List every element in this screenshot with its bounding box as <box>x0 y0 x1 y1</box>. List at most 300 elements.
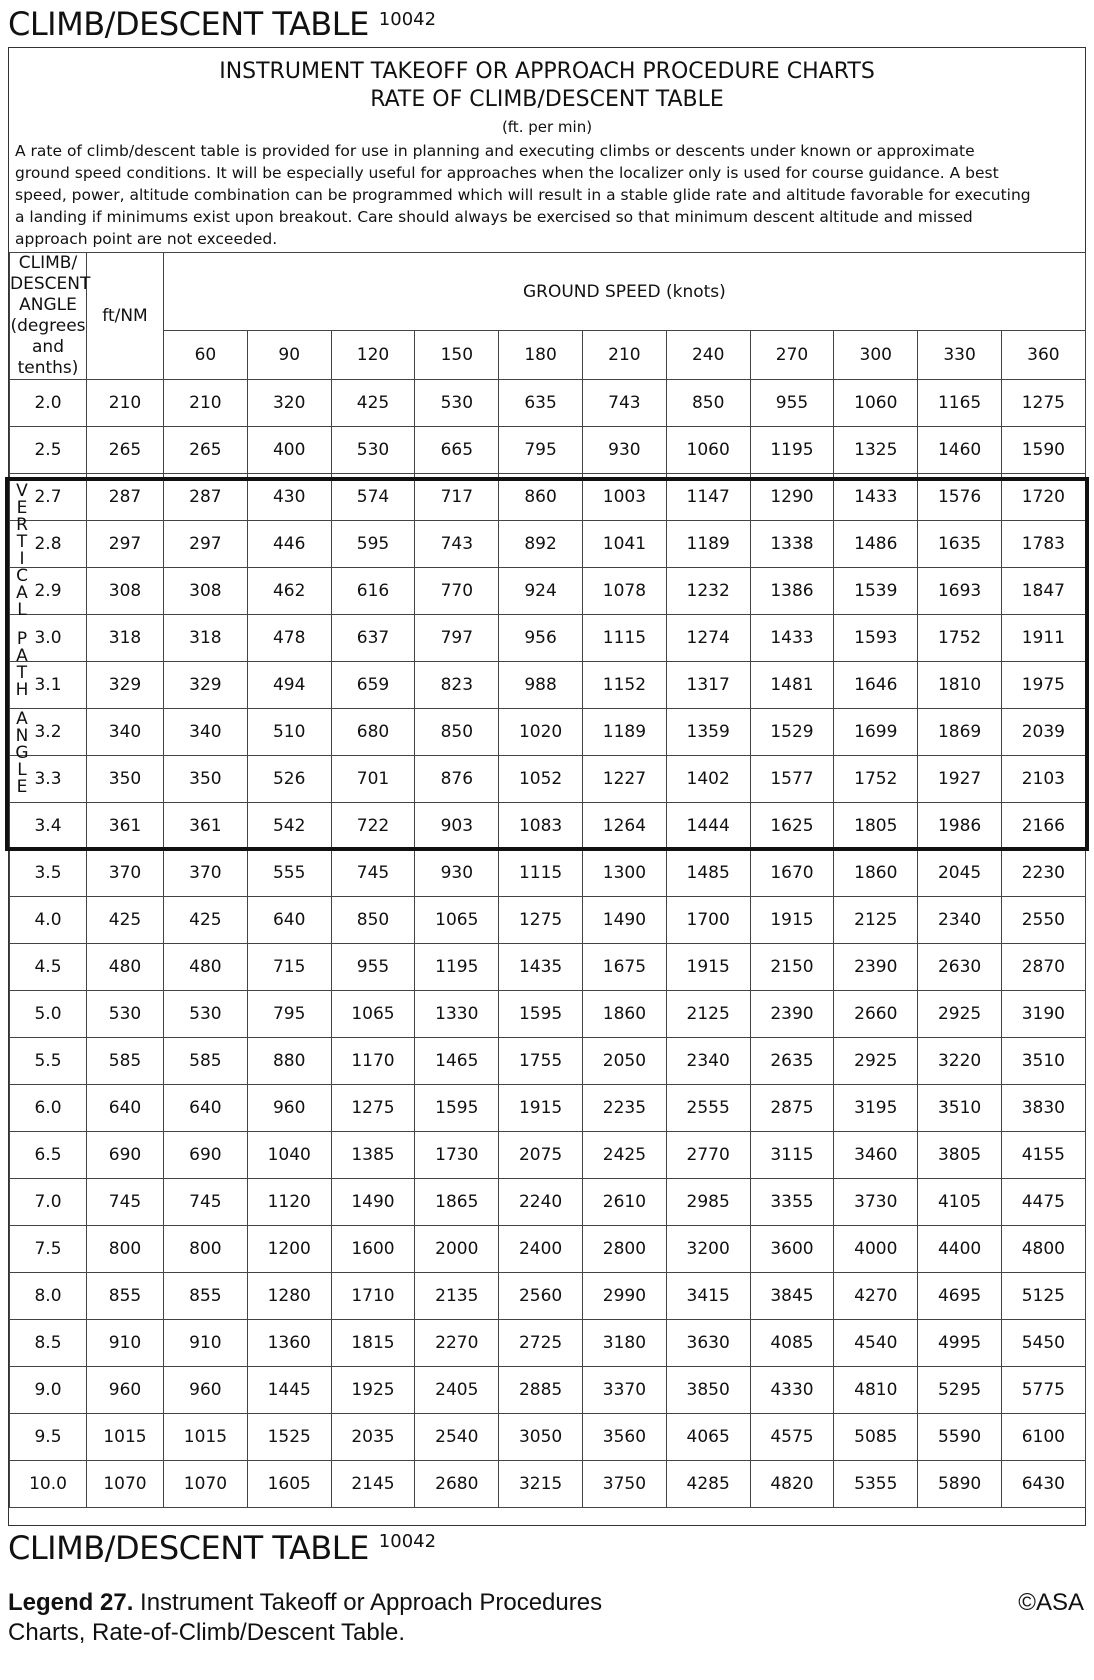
rate-cell: 1070 <box>164 1461 248 1508</box>
rate-cell: 3560 <box>582 1414 666 1461</box>
vpa-letter: T <box>16 532 28 552</box>
speed-header-cell: 210 <box>582 331 666 380</box>
rate-cell: 1280 <box>247 1273 331 1320</box>
rate-cell: 1635 <box>918 521 1002 568</box>
rate-cell: 2135 <box>415 1273 499 1320</box>
vpa-letter: G <box>15 743 29 763</box>
rate-cell: 4540 <box>834 1320 918 1367</box>
bottom-heading <box>8 1522 436 1566</box>
rate-cell: 1752 <box>834 756 918 803</box>
rate-cell: 2150 <box>750 944 834 991</box>
rate-cell: 1359 <box>666 709 750 756</box>
rate-cell: 542 <box>247 803 331 850</box>
rate-cell: 5355 <box>834 1461 918 1508</box>
rate-cell: 2425 <box>582 1132 666 1179</box>
rate-cell: 1152 <box>582 662 666 709</box>
rate-cell: 1078 <box>582 568 666 615</box>
rate-cell: 1360 <box>247 1320 331 1367</box>
rate-cell: 1165 <box>918 380 1002 427</box>
rate-cell: 637 <box>331 615 415 662</box>
angle-cell: 3.2 <box>10 709 87 756</box>
rate-cell: 1755 <box>499 1038 583 1085</box>
ftnm-cell: 370 <box>87 850 164 897</box>
rate-cell: 574 <box>331 474 415 521</box>
vpa-letter: N <box>15 726 29 746</box>
unit-note: (ft. per min) <box>501 118 593 136</box>
rate-cell: 595 <box>331 521 415 568</box>
rate-cell: 1060 <box>834 380 918 427</box>
rate-cell: 1195 <box>750 427 834 474</box>
rate-cell: 1444 <box>666 803 750 850</box>
rate-cell: 1460 <box>918 427 1002 474</box>
rate-cell: 287 <box>164 474 248 521</box>
rate-cell: 1490 <box>331 1179 415 1226</box>
rate-cell: 956 <box>499 615 583 662</box>
chart-title-line2: RATE OF CLIMB/DESCENT TABLE <box>370 87 724 112</box>
ftnm-header: ft/NM <box>87 253 164 380</box>
angle-cell: 9.5 <box>10 1414 87 1461</box>
rate-cell: 3355 <box>750 1179 834 1226</box>
vpa-letter: A <box>16 709 28 729</box>
rate-cell: 3195 <box>834 1085 918 1132</box>
rate-cell: 5085 <box>834 1414 918 1461</box>
rate-cell: 2800 <box>582 1226 666 1273</box>
ftnm-cell: 585 <box>87 1038 164 1085</box>
figure-code: 10042 <box>378 9 437 30</box>
rate-cell: 2340 <box>666 1038 750 1085</box>
rate-cell: 4810 <box>834 1367 918 1414</box>
rate-cell: 1699 <box>834 709 918 756</box>
angle-cell: 4.5 <box>10 944 87 991</box>
rate-cell: 2660 <box>834 991 918 1038</box>
rate-cell: 665 <box>415 427 499 474</box>
rate-cell: 2925 <box>918 991 1002 1038</box>
rate-cell: 2103 <box>1001 756 1085 803</box>
rate-cell: 1865 <box>415 1179 499 1226</box>
rate-cell: 1003 <box>582 474 666 521</box>
table-row <box>10 1273 1086 1320</box>
rate-cell: 2400 <box>499 1226 583 1273</box>
rate-cell: 526 <box>247 756 331 803</box>
rate-cell: 850 <box>415 709 499 756</box>
vpa-letter: R <box>16 515 28 535</box>
ftnm-cell: 340 <box>87 709 164 756</box>
rate-cell: 1275 <box>1001 380 1085 427</box>
rate-cell: 2390 <box>834 944 918 991</box>
rate-cell: 1274 <box>666 615 750 662</box>
rate-cell: 2125 <box>834 897 918 944</box>
rate-cell: 1020 <box>499 709 583 756</box>
rate-cell: 1170 <box>331 1038 415 1085</box>
ftnm-cell: 800 <box>87 1226 164 1273</box>
speed-header-cell: 240 <box>666 331 750 380</box>
angle-cell: 5.5 <box>10 1038 87 1085</box>
angle-cell: 3.4 <box>10 803 87 850</box>
rate-cell: 2875 <box>750 1085 834 1132</box>
rate-cell: 2240 <box>499 1179 583 1226</box>
rate-cell: 510 <box>247 709 331 756</box>
rate-cell: 860 <box>499 474 583 521</box>
vpa-letter: H <box>15 680 29 700</box>
table-frame <box>8 47 1086 1526</box>
angle-cell: 2.5 <box>10 427 87 474</box>
rate-cell: 1986 <box>918 803 1002 850</box>
rate-cell: 297 <box>164 521 248 568</box>
rate-cell: 4695 <box>918 1273 1002 1320</box>
footer-title: CLIMB/DESCENT TABLE <box>8 1529 369 1567</box>
rate-cell: 1083 <box>499 803 583 850</box>
rate-cell: 960 <box>164 1367 248 1414</box>
rate-cell: 1720 <box>1001 474 1085 521</box>
rate-cell: 2235 <box>582 1085 666 1132</box>
angle-cell: 2.7 <box>10 474 87 521</box>
table-row <box>10 1085 1086 1132</box>
ftnm-cell: 640 <box>87 1085 164 1132</box>
rate-cell: 795 <box>499 427 583 474</box>
vpa-letter: E <box>16 777 28 797</box>
rate-cell: 1065 <box>331 991 415 1038</box>
copyright: ©ASA <box>1018 1589 1084 1616</box>
angle-cell: 2.9 <box>10 568 87 615</box>
rate-cell: 3830 <box>1001 1085 1085 1132</box>
rate-cell: 770 <box>415 568 499 615</box>
angle-cell: 7.5 <box>10 1226 87 1273</box>
rate-cell: 701 <box>331 756 415 803</box>
rate-cell: 530 <box>164 991 248 1038</box>
rate-cell: 2870 <box>1001 944 1085 991</box>
rate-cell: 876 <box>415 756 499 803</box>
table-row <box>10 944 1086 991</box>
angle-cell: 3.1 <box>10 662 87 709</box>
rate-cell: 2610 <box>582 1179 666 1226</box>
rate-cell: 1860 <box>582 991 666 1038</box>
rate-cell: 1700 <box>666 897 750 944</box>
rate-cell: 2990 <box>582 1273 666 1320</box>
rate-cell: 2230 <box>1001 850 1085 897</box>
vpa-letter: P <box>16 629 28 649</box>
rate-cell: 4800 <box>1001 1226 1085 1273</box>
rate-cell: 1810 <box>918 662 1002 709</box>
table-row <box>10 1461 1086 1508</box>
rate-cell: 1275 <box>499 897 583 944</box>
rate-cell: 1605 <box>247 1461 331 1508</box>
rate-cell: 1227 <box>582 756 666 803</box>
table-row <box>10 1414 1086 1461</box>
rate-cell: 1065 <box>415 897 499 944</box>
rate-cell: 1015 <box>164 1414 248 1461</box>
rate-cell: 1325 <box>834 427 918 474</box>
rate-cell: 6100 <box>1001 1414 1085 1461</box>
rate-cell: 1675 <box>582 944 666 991</box>
rate-cell: 2630 <box>918 944 1002 991</box>
rate-cell: 680 <box>331 709 415 756</box>
table-row <box>10 1367 1086 1414</box>
angle-cell: 10.0 <box>10 1461 87 1508</box>
rate-cell: 2885 <box>499 1367 583 1414</box>
table-row <box>10 803 1086 850</box>
rate-cell: 2039 <box>1001 709 1085 756</box>
rate-cell: 4065 <box>666 1414 750 1461</box>
rate-cell: 2635 <box>750 1038 834 1085</box>
angle-cell: 6.0 <box>10 1085 87 1132</box>
table-row <box>10 1320 1086 1367</box>
angle-cell: 5.0 <box>10 991 87 1038</box>
rate-cell: 4085 <box>750 1320 834 1367</box>
ftnm-cell: 210 <box>87 380 164 427</box>
rate-cell: 717 <box>415 474 499 521</box>
angle-header-line: (degrees <box>10 316 86 336</box>
rate-cell: 340 <box>164 709 248 756</box>
rate-cell: 659 <box>331 662 415 709</box>
rate-cell: 3190 <box>1001 991 1085 1038</box>
rate-cell: 1402 <box>666 756 750 803</box>
rate-cell: 1189 <box>582 709 666 756</box>
rate-cell: 795 <box>247 991 331 1038</box>
ftnm-cell: 308 <box>87 568 164 615</box>
rate-cell: 1783 <box>1001 521 1085 568</box>
table-row <box>10 1179 1086 1226</box>
rate-cell: 5775 <box>1001 1367 1085 1414</box>
rate-cell: 1730 <box>415 1132 499 1179</box>
rate-cell: 1115 <box>582 615 666 662</box>
rate-cell: 880 <box>247 1038 331 1085</box>
ftnm-cell: 530 <box>87 991 164 1038</box>
ftnm-cell: 287 <box>87 474 164 521</box>
rate-cell: 494 <box>247 662 331 709</box>
angle-header-line: CLIMB/ <box>18 253 78 273</box>
rate-cell: 1593 <box>834 615 918 662</box>
rate-cell: 1115 <box>499 850 583 897</box>
vpa-letter: A <box>16 583 28 603</box>
rate-cell: 930 <box>582 427 666 474</box>
table-row <box>10 991 1086 1038</box>
rate-cell: 1975 <box>1001 662 1085 709</box>
angle-header-line: DESCENT <box>10 274 91 294</box>
rate-cell: 4995 <box>918 1320 1002 1367</box>
legend-label: Legend 27. <box>8 1589 134 1616</box>
rate-table <box>9 252 1086 1508</box>
rate-cell: 3180 <box>582 1320 666 1367</box>
rate-cell: 4330 <box>750 1367 834 1414</box>
angle-cell: 2.8 <box>10 521 87 568</box>
rate-cell: 3460 <box>834 1132 918 1179</box>
rate-cell: 715 <box>247 944 331 991</box>
rate-cell: 2125 <box>666 991 750 1038</box>
angle-cell: 7.0 <box>10 1179 87 1226</box>
angle-cell: 8.5 <box>10 1320 87 1367</box>
speed-header-cell: 120 <box>331 331 415 380</box>
rate-cell: 3200 <box>666 1226 750 1273</box>
rate-cell: 3805 <box>918 1132 1002 1179</box>
rate-cell: 903 <box>415 803 499 850</box>
table-body <box>10 380 1086 1508</box>
rate-cell: 745 <box>164 1179 248 1226</box>
speed-header-cell: 90 <box>247 331 331 380</box>
ftnm-cell: 318 <box>87 615 164 662</box>
rate-cell: 400 <box>247 427 331 474</box>
rate-cell: 1147 <box>666 474 750 521</box>
table-row <box>10 521 1086 568</box>
rate-cell: 530 <box>331 427 415 474</box>
rate-cell: 745 <box>331 850 415 897</box>
ftnm-cell: 329 <box>87 662 164 709</box>
rate-cell: 4000 <box>834 1226 918 1273</box>
rate-cell: 855 <box>164 1273 248 1320</box>
ftnm-cell: 745 <box>87 1179 164 1226</box>
rate-cell: 1060 <box>666 427 750 474</box>
rate-cell: 5450 <box>1001 1320 1085 1367</box>
table-row <box>10 568 1086 615</box>
rate-cell: 350 <box>164 756 248 803</box>
ftnm-cell: 855 <box>87 1273 164 1320</box>
rate-cell: 2035 <box>331 1414 415 1461</box>
rate-cell: 1195 <box>415 944 499 991</box>
ftnm-cell: 480 <box>87 944 164 991</box>
vpa-letter: L <box>17 600 27 620</box>
vpa-letter: L <box>17 760 27 780</box>
rate-cell: 955 <box>331 944 415 991</box>
rate-cell: 1927 <box>918 756 1002 803</box>
rate-cell: 2540 <box>415 1414 499 1461</box>
rate-cell: 4270 <box>834 1273 918 1320</box>
rate-cell: 2560 <box>499 1273 583 1320</box>
table-row <box>10 380 1086 427</box>
rate-cell: 3845 <box>750 1273 834 1320</box>
rate-cell: 425 <box>331 380 415 427</box>
rate-cell: 1041 <box>582 521 666 568</box>
rate-cell: 797 <box>415 615 499 662</box>
rate-cell: 3115 <box>750 1132 834 1179</box>
rate-cell: 690 <box>164 1132 248 1179</box>
ftnm-cell: 1070 <box>87 1461 164 1508</box>
rate-cell: 635 <box>499 380 583 427</box>
rate-cell: 5295 <box>918 1367 1002 1414</box>
rate-cell: 1595 <box>415 1085 499 1132</box>
vpa-letter: V <box>16 481 28 501</box>
rate-cell: 3600 <box>750 1226 834 1273</box>
rate-cell: 2145 <box>331 1461 415 1508</box>
rate-cell: 1485 <box>666 850 750 897</box>
rate-cell: 930 <box>415 850 499 897</box>
page-title: CLIMB/DESCENT TABLE <box>8 5 369 43</box>
rate-cell: 1646 <box>834 662 918 709</box>
legend-text-line1: Instrument Takeoff or Approach Procedures <box>133 1589 603 1616</box>
rate-cell: 1590 <box>1001 427 1085 474</box>
rate-cell: 1625 <box>750 803 834 850</box>
rate-cell: 3850 <box>666 1367 750 1414</box>
angle-cell: 2.0 <box>10 380 87 427</box>
rate-cell: 1600 <box>331 1226 415 1273</box>
rate-cell: 3510 <box>1001 1038 1085 1085</box>
rate-cell: 308 <box>164 568 248 615</box>
table-row <box>10 615 1086 662</box>
rate-cell: 1300 <box>582 850 666 897</box>
rate-cell: 1595 <box>499 991 583 1038</box>
rate-cell: 2985 <box>666 1179 750 1226</box>
rate-cell: 1052 <box>499 756 583 803</box>
rate-cell: 3730 <box>834 1179 918 1226</box>
angle-header <box>10 253 91 380</box>
rate-cell: 800 <box>164 1226 248 1273</box>
rate-cell: 480 <box>164 944 248 991</box>
rate-cell: 850 <box>331 897 415 944</box>
rate-cell: 6430 <box>1001 1461 1085 1508</box>
rate-cell: 1445 <box>247 1367 331 1414</box>
rate-cell: 2270 <box>415 1320 499 1367</box>
rate-cell: 425 <box>164 897 248 944</box>
rate-cell: 5125 <box>1001 1273 1085 1320</box>
rate-cell: 3415 <box>666 1273 750 1320</box>
rate-cell: 1693 <box>918 568 1002 615</box>
speed-header-cell: 330 <box>918 331 1002 380</box>
rate-cell: 361 <box>164 803 248 850</box>
rate-cell: 743 <box>415 521 499 568</box>
rate-cell: 2000 <box>415 1226 499 1273</box>
angle-cell: 4.0 <box>10 897 87 944</box>
rate-cell: 329 <box>164 662 248 709</box>
rate-cell: 1290 <box>750 474 834 521</box>
rate-cell: 4475 <box>1001 1179 1085 1226</box>
speed-header-cell: 360 <box>1001 331 1085 380</box>
angle-cell: 3.5 <box>10 850 87 897</box>
rate-cell: 210 <box>164 380 248 427</box>
speed-header-cell: 300 <box>834 331 918 380</box>
rate-cell: 1232 <box>666 568 750 615</box>
rate-cell: 1481 <box>750 662 834 709</box>
ftnm-cell: 1015 <box>87 1414 164 1461</box>
ftnm-cell: 425 <box>87 897 164 944</box>
rate-cell: 4820 <box>750 1461 834 1508</box>
rate-cell: 3215 <box>499 1461 583 1508</box>
angle-cell: 6.5 <box>10 1132 87 1179</box>
table-row <box>10 1038 1086 1085</box>
rate-cell: 1525 <box>247 1414 331 1461</box>
rate-cell: 1710 <box>331 1273 415 1320</box>
vertical-path-angle-label <box>11 483 33 823</box>
rate-cell: 1670 <box>750 850 834 897</box>
table-row <box>10 897 1086 944</box>
angle-header-line: and <box>32 337 64 357</box>
rate-cell: 2405 <box>415 1367 499 1414</box>
rate-cell: 585 <box>164 1038 248 1085</box>
angle-header-line: ANGLE <box>19 295 77 315</box>
ftnm-cell: 960 <box>87 1367 164 1414</box>
rate-cell: 2725 <box>499 1320 583 1367</box>
rate-cell: 823 <box>415 662 499 709</box>
rate-cell: 2166 <box>1001 803 1085 850</box>
table-row <box>10 850 1086 897</box>
rate-cell: 1338 <box>750 521 834 568</box>
rate-cell: 5590 <box>918 1414 1002 1461</box>
speed-header-row <box>10 331 1086 380</box>
rate-cell: 1200 <box>247 1226 331 1273</box>
rate-cell: 370 <box>164 850 248 897</box>
rate-cell: 1275 <box>331 1085 415 1132</box>
rate-cell: 1317 <box>666 662 750 709</box>
rate-cell: 430 <box>247 474 331 521</box>
rate-cell: 1847 <box>1001 568 1085 615</box>
rate-cell: 960 <box>247 1085 331 1132</box>
rate-cell: 2550 <box>1001 897 1085 944</box>
ftnm-cell: 910 <box>87 1320 164 1367</box>
rate-cell: 910 <box>164 1320 248 1367</box>
rate-cell: 1529 <box>750 709 834 756</box>
rate-cell: 3510 <box>918 1085 1002 1132</box>
rate-cell: 1385 <box>331 1132 415 1179</box>
angle-cell: 9.0 <box>10 1367 87 1414</box>
rate-cell: 555 <box>247 850 331 897</box>
angle-cell: 3.3 <box>10 756 87 803</box>
